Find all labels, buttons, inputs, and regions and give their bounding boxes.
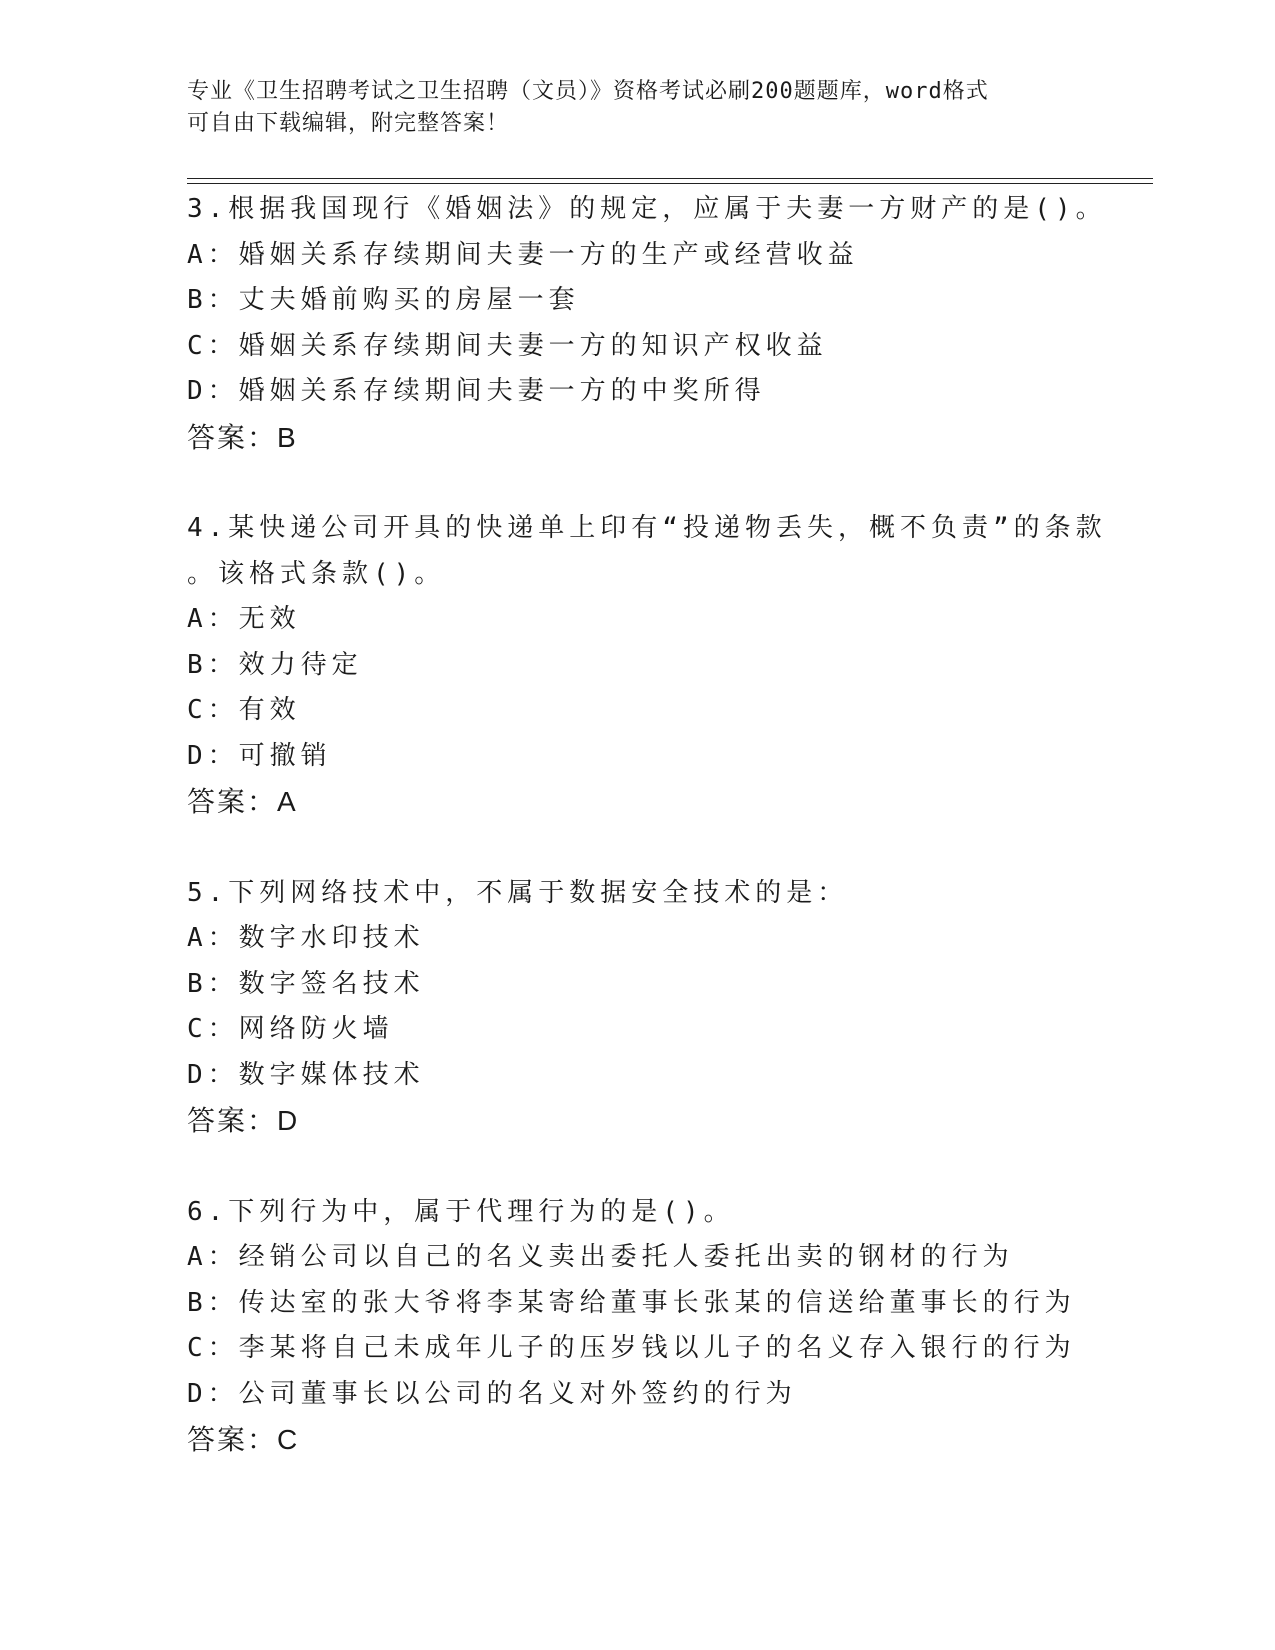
answer-value: C bbox=[277, 1424, 299, 1455]
header-divider-bottom bbox=[187, 183, 1153, 184]
question-3 bbox=[187, 187, 1147, 460]
answer-line bbox=[187, 1417, 1147, 1463]
header-line-2: 可自由下载编辑，附完整答案！ bbox=[187, 111, 510, 136]
answer-label: 答案： bbox=[187, 1424, 278, 1455]
question-text: 4.某快递公司开具的快递单上印有“投递物丢失，概不负责”的条款 bbox=[187, 513, 1107, 543]
answer-label: 答案： bbox=[187, 786, 278, 817]
option-a: A：经销公司以自己的名义卖出委托人委托出卖的钢材的行为 bbox=[187, 1242, 1014, 1272]
document-header bbox=[187, 76, 1087, 140]
question-text-continued: 。该格式条款()。 bbox=[187, 558, 446, 589]
option-c: C：网络防火墙 bbox=[187, 1014, 394, 1044]
question-5 bbox=[187, 871, 1147, 1144]
option-a: A：婚姻关系存续期间夫妻一方的生产或经营收益 bbox=[187, 239, 859, 270]
option-a: A：数字水印技术 bbox=[187, 923, 425, 953]
option-d: D：可撤销 bbox=[187, 740, 332, 771]
question-list bbox=[187, 187, 1147, 1509]
answer-line bbox=[187, 779, 1147, 825]
option-a: A：无效 bbox=[187, 604, 301, 634]
answer-value: A bbox=[277, 786, 297, 817]
answer-line bbox=[187, 415, 1147, 461]
header-divider-top bbox=[187, 178, 1153, 179]
answer-value: D bbox=[277, 1105, 299, 1136]
question-text: 5.下列网络技术中，不属于数据安全技术的是： bbox=[187, 877, 849, 908]
question-6 bbox=[187, 1190, 1147, 1463]
option-b: B：丈夫婚前购买的房屋一套 bbox=[187, 285, 580, 315]
answer-label: 答案： bbox=[187, 421, 278, 453]
answer-value: B bbox=[277, 421, 297, 453]
option-c: C：李某将自己未成年儿子的压岁钱以儿子的名义存入银行的行为 bbox=[187, 1333, 1076, 1363]
option-d: D：公司董事长以公司的名义对外签约的行为 bbox=[187, 1378, 797, 1409]
option-d: D：婚姻关系存续期间夫妻一方的中奖所得 bbox=[187, 376, 766, 406]
option-d: D：数字媒体技术 bbox=[187, 1059, 425, 1090]
question-text: 3.根据我国现行《婚姻法》的规定，应属于夫妻一方财产的是()。 bbox=[187, 194, 1107, 224]
option-c: C：有效 bbox=[187, 695, 301, 725]
answer-label: 答案： bbox=[187, 1105, 278, 1136]
option-b: B：效力待定 bbox=[187, 649, 363, 680]
header-line-1: 专业《卫生招聘考试之卫生招聘（文员）》资格考试必刷200题题库，word格式 bbox=[187, 79, 989, 104]
option-b: B：传达室的张大爷将李某寄给董事长张某的信送给董事长的行为 bbox=[187, 1287, 1076, 1318]
question-4 bbox=[187, 506, 1147, 825]
option-b: B：数字签名技术 bbox=[187, 968, 425, 999]
question-text: 6.下列行为中，属于代理行为的是()。 bbox=[187, 1196, 735, 1227]
answer-line bbox=[187, 1098, 1147, 1144]
option-c: C：婚姻关系存续期间夫妻一方的知识产权收益 bbox=[187, 330, 828, 361]
